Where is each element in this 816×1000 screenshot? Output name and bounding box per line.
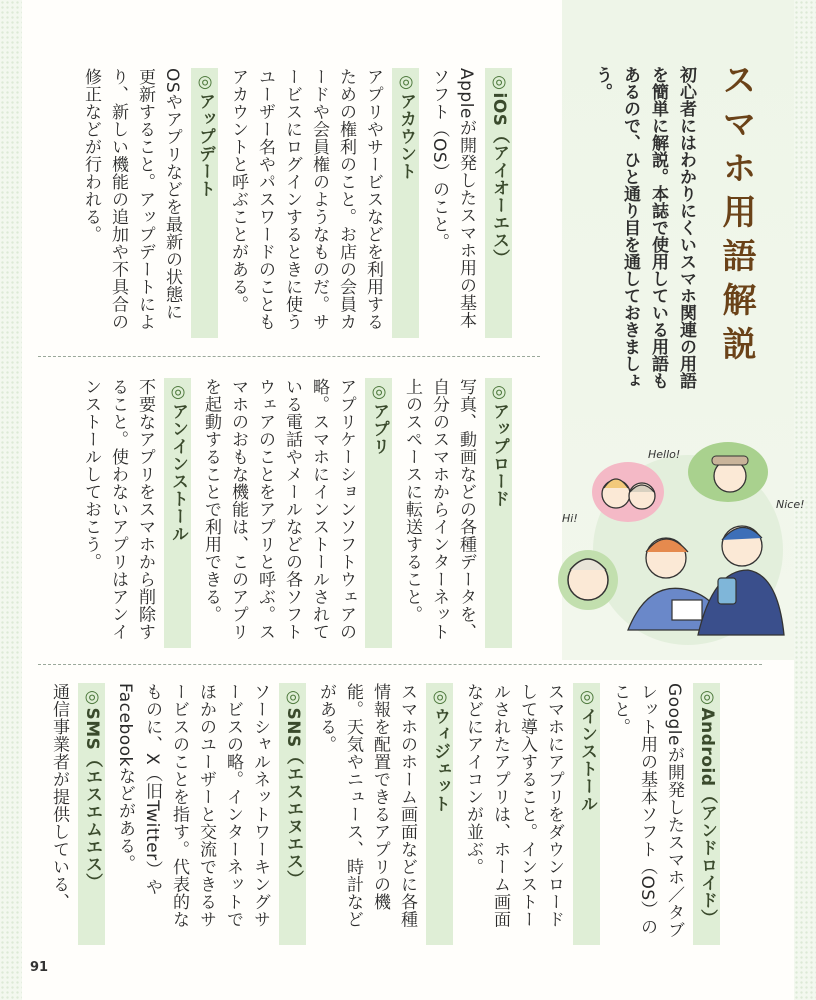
term-heading: [164, 378, 191, 648]
term-marker-icon: ◎: [168, 382, 188, 403]
term-heading: [365, 378, 392, 648]
term-label: SNS（エスエヌエス）: [283, 707, 303, 888]
term-heading: [279, 683, 306, 945]
term-description: Appleが開発したスマホ用の基本ソフト（OS）のこと。: [429, 68, 476, 329]
term-heading: [78, 683, 105, 945]
term-description: 不要なアプリをスマホから削除すること。使わないアプリはアンインストールしておこう。: [81, 378, 155, 641]
term-description: ソーシャルネットワーキングサービスの略。インターネットでほかのユーザーと交流できるサービスのことを指す。代表的なものに、X（旧Twitter）やFacebookなどがある。: [115, 683, 270, 928]
page-number: 91: [30, 960, 49, 975]
term-label: アプリ: [369, 402, 389, 455]
term-marker-icon: ◎: [369, 382, 389, 403]
term-marker-icon: ◎: [577, 687, 597, 708]
term-label: インストール: [577, 707, 597, 813]
term-description: アプリケーションソフトウェアの略。スマホにインストールされている電話やメールなどの各ソフトウェアのことをアプリと呼ぶ。スマホのおもな機能は、このアプリを起動することで利用できる。: [201, 378, 356, 641]
term-marker-icon: ◎: [489, 382, 509, 403]
term-marker-icon: ◎: [396, 72, 416, 93]
term-description: 写真、動画などの各種データを、自分のスマホからインターネット上のスペースに転送すること。: [402, 378, 476, 641]
term-marker-icon: ◎: [82, 687, 102, 708]
term-label: iOS（アイオーエス）: [489, 92, 509, 267]
term-label: アップデート: [195, 92, 215, 198]
term-heading: [392, 68, 419, 338]
term-marker-icon: ◎: [283, 687, 303, 708]
intro-text: 初心者にはわかりにくいスマホ関連の用語を簡単に解説。本誌で使用している用語もあるので、ひと通り目を通しておきましょう。: [592, 66, 696, 389]
nice-text: Nice!: [776, 498, 805, 511]
page-title: スマホ用語解説: [716, 62, 756, 370]
term-marker-icon: ◎: [697, 687, 717, 708]
glossary-section-2: [77, 378, 518, 648]
section-divider: [38, 356, 540, 357]
hi-text: Hi!: [562, 512, 578, 525]
term-description: スマホのホーム画面などに各種情報を配置できるアプリの機能。天気やニュース、時計などがある。: [316, 683, 417, 928]
left-margin-pattern: [0, 0, 22, 1000]
term-description: 通信事業者が提供している、: [49, 683, 69, 911]
term-heading: [693, 683, 720, 945]
section-divider: [38, 664, 762, 665]
term-heading: [485, 68, 512, 338]
term-heading: [573, 683, 600, 945]
term-label: アンインストール: [168, 402, 188, 543]
term-label: SMS（エスエムエス）: [82, 707, 102, 891]
term-description: OSやアプリなどを最新の状態に更新すること。アップデートにより、新しい機能の追加や不具合の修正などが行われる。: [81, 68, 182, 331]
glossary-section-1: [77, 68, 518, 338]
term-heading: [191, 68, 218, 338]
hello-text: Hello!: [648, 448, 681, 461]
people-with-smartphones-illustration: [548, 430, 808, 645]
term-marker-icon: ◎: [489, 72, 509, 93]
term-description: Googleが開発したスマホ／タブレット用の基本ソフト（OS）のこと。: [610, 683, 684, 939]
term-description: スマホにアプリをダウンロードして導入すること。インストールされたアプリは、ホーム画面などにアイコンが並ぶ。: [463, 683, 564, 928]
term-heading: [485, 378, 512, 648]
term-label: ウィジェット: [430, 707, 450, 813]
term-description: アプリやサービスなどを利用するための権利のこと。お店の会員カードや会員権のようなものだ。サービスにログインするときに使うユーザー名やパスワードのこともアカウントと呼ぶことがある。: [228, 68, 383, 331]
term-heading: [426, 683, 453, 945]
term-label: アップロード: [489, 402, 509, 508]
term-marker-icon: ◎: [430, 687, 450, 708]
term-label: Android（アンドロイド）: [697, 707, 717, 927]
term-marker-icon: ◎: [195, 72, 215, 93]
glossary-section-3: [45, 683, 726, 945]
term-label: アカウント: [396, 92, 416, 180]
